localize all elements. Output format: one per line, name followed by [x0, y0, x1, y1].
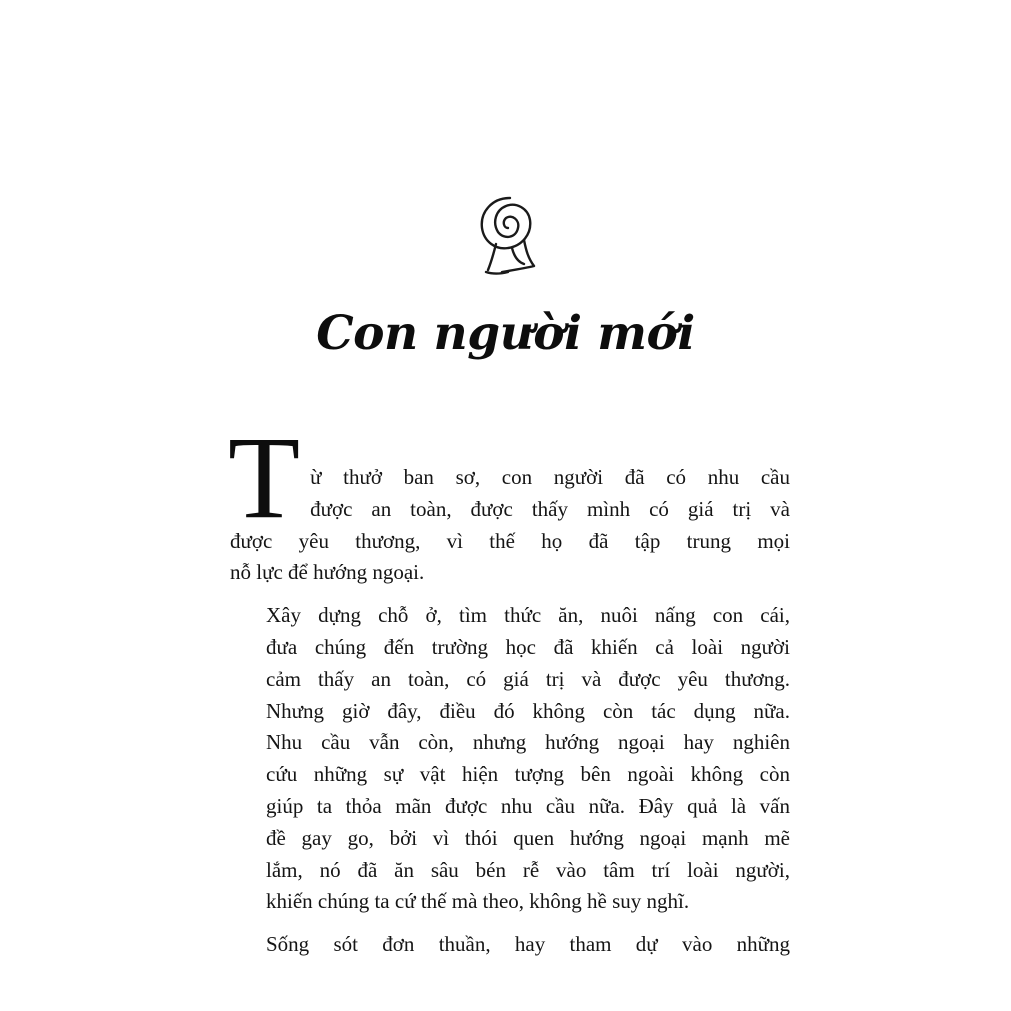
text-line: Nhưng giờ đây, điều đó không còn tác dụng nữa. — [266, 698, 790, 723]
text-line: Nhu cầu vẫn còn, nhưng hướng ngoại hay nghiên — [266, 730, 790, 755]
paragraph-3 — [230, 929, 790, 961]
text-line: giúp ta thỏa mãn được nhu cầu nữa. Đây quả là vấn — [266, 793, 790, 818]
text-line: khiến chúng ta cứ thế mà theo, không hề suy nghĩ. — [266, 889, 690, 914]
text-line: đề gay go, bởi vì thói quen hướng ngoại mạnh mẽ — [266, 825, 790, 850]
text-line: được yêu thương, vì thế họ đã tập trung mọi — [230, 528, 790, 553]
paragraph-1 — [228, 412, 790, 589]
text-line: được an toàn, được thấy mình có giá trị và — [310, 496, 790, 521]
paragraph-2 — [230, 600, 790, 918]
drop-cap: T — [228, 412, 301, 543]
text-line: Sống sót đơn thuần, hay tham dự vào những — [266, 932, 790, 957]
text-line: cứu những sự vật hiện tượng bên ngoài không còn — [266, 762, 790, 787]
text-line: lắm, nó đã ăn sâu bén rễ vào tâm trí loài người, — [266, 857, 790, 882]
chapter-title: Con người mới — [316, 306, 695, 361]
text-line: ừ thưở ban sơ, con người đã có nhu cầu — [310, 465, 790, 489]
body-text — [228, 412, 790, 972]
text-line: cảm thấy an toàn, có giá trị và được yêu thương. — [266, 666, 790, 691]
text-line: đưa chúng đến trường học đã khiến cả loài người — [266, 634, 790, 659]
text-line: nỗ lực để hướng ngoại. — [230, 560, 425, 585]
spiral-flourish-icon — [474, 192, 546, 280]
text-line: Xây dựng chỗ ở, tìm thức ăn, nuôi nấng con cái, — [266, 603, 790, 628]
